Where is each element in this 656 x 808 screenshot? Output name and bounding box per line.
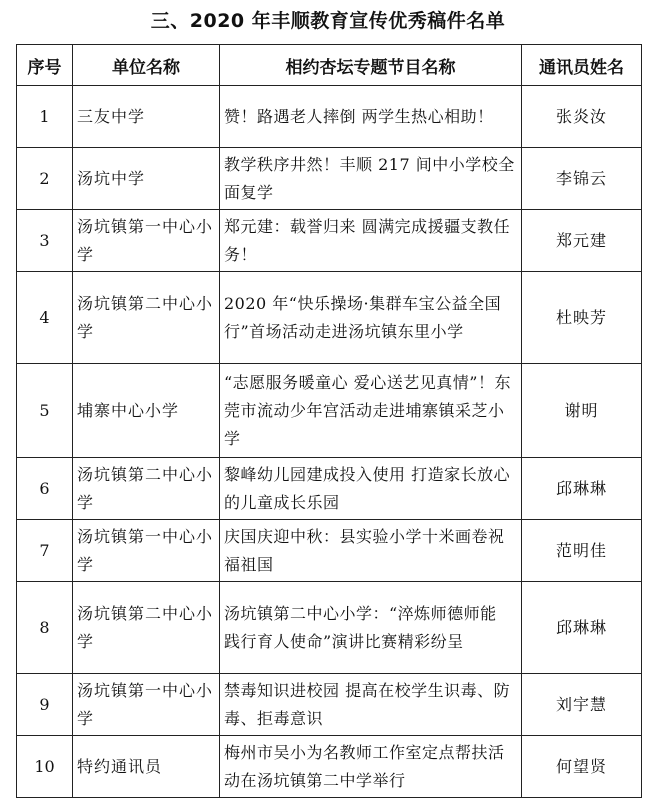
table-row (17, 520, 642, 582)
cell-unit: 埔寨中心小学 (73, 364, 220, 458)
cell-reporter: 邱琳琳 (522, 458, 642, 520)
cell-reporter: 李锦云 (522, 148, 642, 210)
cell-reporter: 刘宇慧 (522, 674, 642, 736)
cell-reporter: 杜映芳 (522, 272, 642, 364)
header-row (17, 45, 642, 86)
table-row (17, 458, 642, 520)
table-row (17, 582, 642, 674)
table-row (17, 364, 642, 458)
cell-reporter: 何望贤 (522, 736, 642, 798)
cell-no: 7 (17, 520, 73, 582)
cell-no: 4 (17, 272, 73, 364)
cell-no: 10 (17, 736, 73, 798)
award-table (16, 44, 642, 798)
header-unit: 单位名称 (73, 45, 220, 86)
table-row (17, 674, 642, 736)
cell-reporter: 张炎汝 (522, 86, 642, 148)
cell-unit: 汤坑镇第一中心小学 (73, 210, 220, 272)
page-title: 三、2020 年丰顺教育宣传优秀稿件名单 (150, 10, 506, 32)
cell-no: 9 (17, 674, 73, 736)
cell-unit: 汤坑镇第二中心小学 (73, 582, 220, 674)
header-no: 序号 (17, 45, 73, 86)
cell-unit: 汤坑镇第一中心小学 (73, 674, 220, 736)
cell-reporter: 谢明 (522, 364, 642, 458)
cell-program: 汤坑镇第二中心小学：“淬炼师德师能 践行育人使命”演讲比赛精彩纷呈 (220, 582, 522, 674)
cell-reporter: 邱琳琳 (522, 582, 642, 674)
header-reporter: 通讯员姓名 (522, 45, 642, 86)
cell-unit: 汤坑镇第二中心小学 (73, 458, 220, 520)
cell-program: 禁毒知识进校园 提高在校学生识毒、防毒、拒毒意识 (220, 674, 522, 736)
cell-unit: 三友中学 (73, 86, 220, 148)
table-row (17, 736, 642, 798)
table-row (17, 272, 642, 364)
cell-no: 8 (17, 582, 73, 674)
cell-program: 庆国庆迎中秋：县实验小学十米画卷祝福祖国 (220, 520, 522, 582)
cell-program: 梅州市吴小为名教师工作室定点帮扶活动在汤坑镇第二中学举行 (220, 736, 522, 798)
cell-unit: 汤坑中学 (73, 148, 220, 210)
table-row (17, 86, 642, 148)
cell-program: 赞！路遇老人摔倒 两学生热心相助！ (220, 86, 522, 148)
cell-reporter: 郑元建 (522, 210, 642, 272)
cell-no: 5 (17, 364, 73, 458)
cell-no: 3 (17, 210, 73, 272)
cell-program: 教学秩序井然！丰顺 217 间中小学校全面复学 (220, 148, 522, 210)
cell-no: 6 (17, 458, 73, 520)
table-row (17, 148, 642, 210)
cell-program: 黎峰幼儿园建成投入使用 打造家长放心的儿童成长乐园 (220, 458, 522, 520)
cell-unit: 汤坑镇第一中心小学 (73, 520, 220, 582)
cell-program: “志愿服务暖童心 爱心送艺见真情”！东莞市流动少年宫活动走进埔寨镇采芝小学 (220, 364, 522, 458)
cell-program: 郑元建：载誉归来 圆满完成援疆支教任务！ (220, 210, 522, 272)
table-row (17, 210, 642, 272)
cell-unit: 汤坑镇第二中心小学 (73, 272, 220, 364)
cell-no: 2 (17, 148, 73, 210)
cell-reporter: 范明佳 (522, 520, 642, 582)
cell-no: 1 (17, 86, 73, 148)
cell-program: 2020 年“快乐操场·集群车宝公益全国行”首场活动走进汤坑镇东里小学 (220, 272, 522, 364)
header-program: 相约杏坛专题节目名称 (220, 45, 522, 86)
cell-unit: 特约通讯员 (73, 736, 220, 798)
